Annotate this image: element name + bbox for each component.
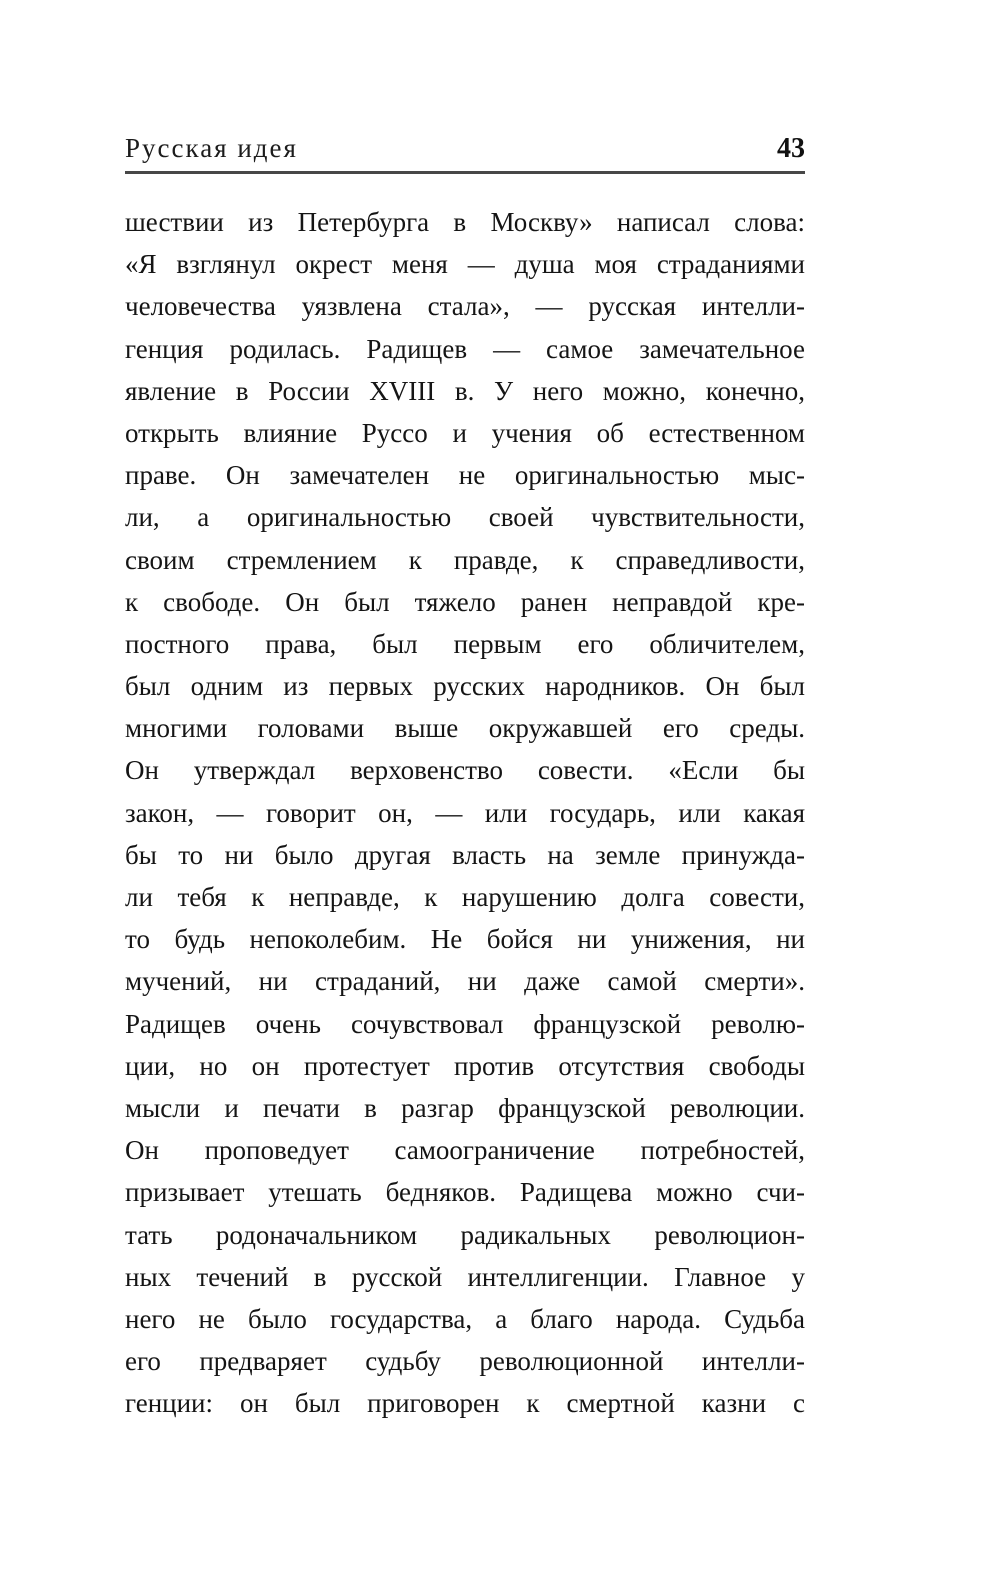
text-line: человечества уязвлена стала», — русская интелли- bbox=[125, 291, 805, 322]
text-line: «Я взглянул окрест меня — душа моя страданиями bbox=[125, 249, 805, 280]
text-line: Он проповедует самоограничение потребностей, bbox=[125, 1135, 805, 1166]
body-text bbox=[125, 201, 805, 1424]
text-line: был одним из первых русских народников. Он был bbox=[125, 671, 805, 702]
text-line: праве. Он замечателен не оригинальностью мыс- bbox=[125, 460, 805, 491]
text-line: явление в России XVIII в. У него можно, конечно, bbox=[125, 375, 805, 406]
text-line: то будь непоколебим. Не бойся ни унижения, ни bbox=[125, 924, 805, 955]
text-line: своим стремлением к правде, к справедливости, bbox=[125, 544, 805, 575]
text-line: мысли и печати в разгар французской революции. bbox=[125, 1092, 805, 1123]
text-line: Радищев очень сочувствовал французской револю- bbox=[125, 1008, 805, 1039]
running-header bbox=[125, 133, 805, 167]
text-line: его предваряет судьбу революционной интелли- bbox=[125, 1346, 805, 1377]
text-line: мучений, ни страданий, ни даже самой смерти». bbox=[125, 966, 805, 997]
text-line: призывает утешать бедняков. Радищева можно счи- bbox=[125, 1177, 805, 1208]
text-line: бы то ни было другая власть на земле принужда- bbox=[125, 839, 805, 870]
text-line: него не было государства, а благо народа. Судьба bbox=[125, 1303, 805, 1334]
text-line: шествии из Петербурга в Москву» написал слова: bbox=[125, 207, 805, 237]
text-line: ли тебя к неправде, к нарушению долга совести, bbox=[125, 882, 805, 912]
text-line: ли, а оригинальностью своей чувствительности, bbox=[125, 502, 805, 533]
text-line: к свободе. Он был тяжело ранен неправдой кре- bbox=[125, 586, 805, 617]
header-rule bbox=[125, 171, 805, 174]
text-line: Он утверждал верховенство совести. «Если бы bbox=[125, 755, 805, 786]
text-line: открыть влияние Руссо и учения об естественном bbox=[125, 417, 805, 448]
text-line: тать родоначальником радикальных революцион- bbox=[125, 1219, 805, 1250]
text-line: ных течений в русской интеллигенции. Главное у bbox=[125, 1261, 805, 1292]
text-line: постного права, был первым его обличителем, bbox=[125, 628, 805, 659]
running-title: Русская идея bbox=[125, 133, 298, 163]
text-line: ции, но он протестует против отсутствия свободы bbox=[125, 1050, 805, 1081]
page-number: 43 bbox=[777, 133, 805, 164]
text-line: генция родилась. Радищев — самое замечательное bbox=[125, 333, 805, 364]
text-line: многими головами выше окружавшей его среды. bbox=[125, 713, 805, 744]
text-line: закон, — говорит он, — или государь, или какая bbox=[125, 797, 805, 828]
text-line: генции: он был приговорен к смертной казни с bbox=[125, 1388, 805, 1419]
